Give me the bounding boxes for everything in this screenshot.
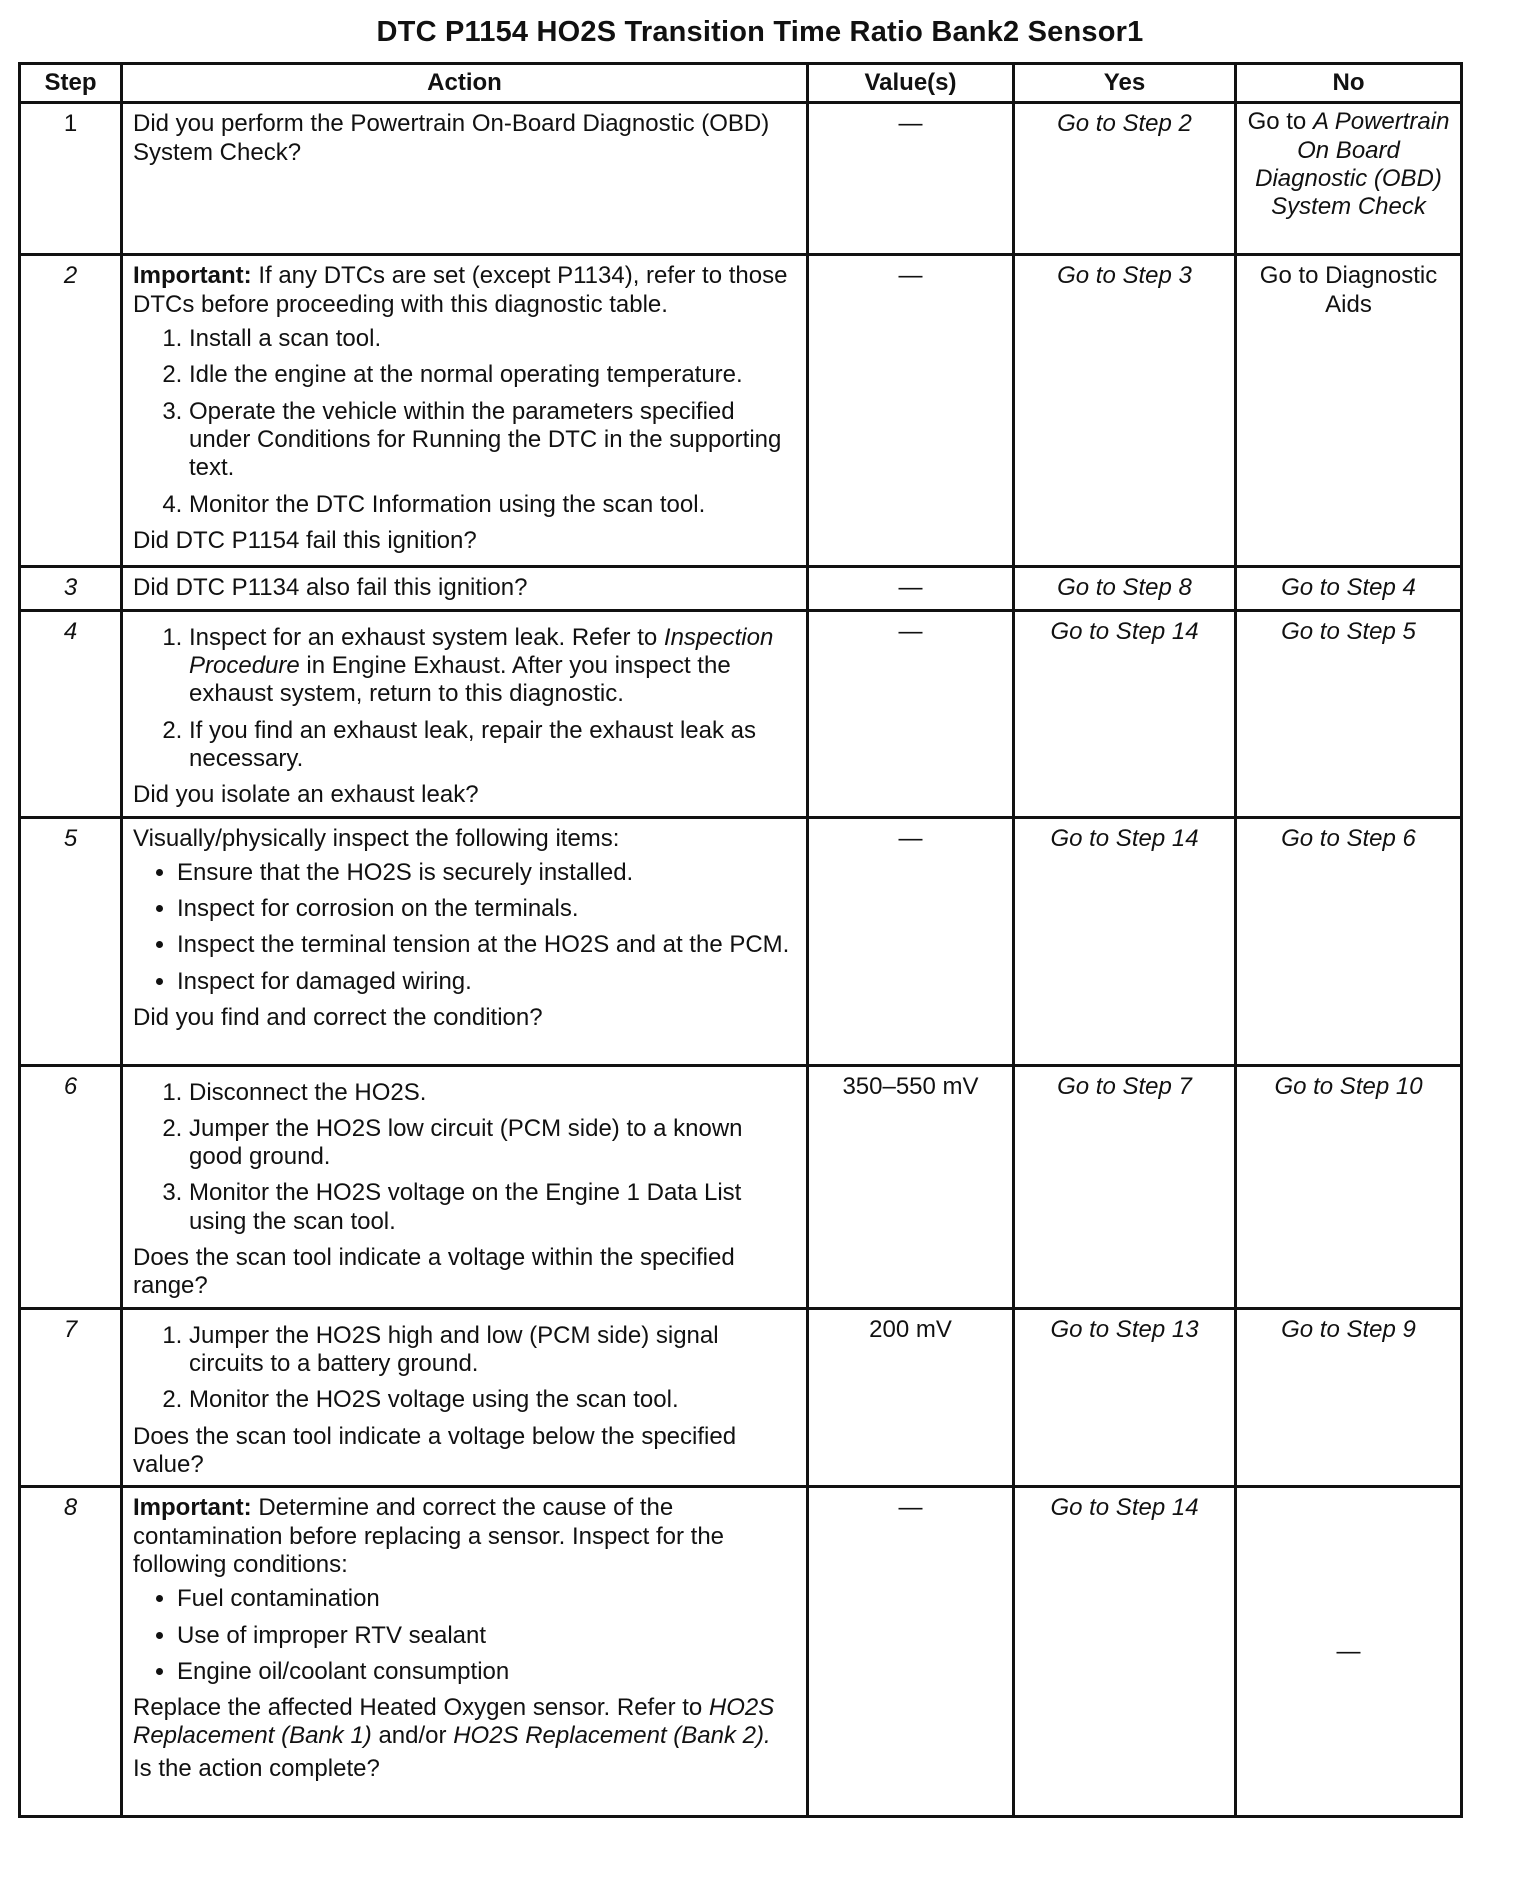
action-list <box>133 1322 796 1415</box>
no-cell: Go to Step 10 <box>1236 1065 1462 1308</box>
question-text: Is the action complete? <box>133 1754 380 1782</box>
action-cell <box>122 817 808 1065</box>
list-item: 2. Jumper the HO2S low circuit (PCM side) to a known good ground. <box>189 1115 796 1172</box>
action-text: Did DTC P1134 also fail this ignition? <box>133 574 528 602</box>
question-text: Did you isolate an exhaust leak? <box>133 781 479 809</box>
no-cell: Go to Step 4 <box>1236 567 1462 610</box>
list-item: 2. Monitor the HO2S voltage using the scan tool. <box>189 1386 796 1414</box>
yes-cell: Go to Step 14 <box>1014 610 1236 817</box>
bullet-list <box>133 859 796 996</box>
list-item: 2. Idle the engine at the normal operating temperature. <box>189 361 796 389</box>
value-cell: — <box>808 1487 1014 1817</box>
step-number: 8 <box>20 1487 122 1817</box>
yes-cell: Go to Step 14 <box>1014 817 1236 1065</box>
question-text: Does the scan tool indicate a voltage below the specified value? <box>133 1422 737 1478</box>
list-item: • Ensure that the HO2S is securely installed. <box>177 859 796 887</box>
action-list <box>133 325 796 519</box>
no-cell: — <box>1236 1487 1462 1817</box>
no-cell: Go to Step 9 <box>1236 1308 1462 1487</box>
list-item: • Fuel contamination <box>177 1585 796 1613</box>
action-list <box>133 1079 796 1237</box>
yes-cell: Go to Step 8 <box>1014 567 1236 610</box>
important-label: Important: <box>133 1494 252 1522</box>
step-number: 1 <box>20 103 122 255</box>
step-number: 5 <box>20 817 122 1065</box>
header-action: Action <box>122 64 808 103</box>
question-text: Did DTC P1154 fail this ignition? <box>133 526 477 554</box>
yes-cell: Go to Step 3 <box>1014 255 1236 567</box>
table-row <box>20 1487 1462 1817</box>
list-item: • Use of improper RTV sealant <box>177 1622 796 1650</box>
action-cell <box>122 1487 808 1817</box>
header-yes: Yes <box>1014 64 1236 103</box>
action-cell <box>122 567 808 610</box>
action-text: Did you perform the Powertrain On-Board Diagnostic (OBD) System Check? <box>133 110 770 166</box>
list-item: 3. Monitor the HO2S voltage on the Engine 1 Data List using the scan tool. <box>189 1179 796 1236</box>
value-cell: — <box>808 103 1014 255</box>
step-number: 3 <box>20 567 122 610</box>
intro-text: Visually/physically inspect the following items: <box>133 824 620 852</box>
table-header-row <box>20 64 1462 103</box>
value-cell: — <box>808 817 1014 1065</box>
step-number: 7 <box>20 1308 122 1487</box>
important-label: Important: <box>133 262 252 290</box>
value-cell: 200 mV <box>808 1308 1014 1487</box>
value-cell: — <box>808 255 1014 567</box>
action-cell <box>122 1065 808 1308</box>
no-cell: Go to Step 5 <box>1236 610 1462 817</box>
step-number: 6 <box>20 1065 122 1308</box>
bullet-list <box>133 1585 796 1686</box>
yes-cell: Go to Step 2 <box>1014 103 1236 255</box>
important-text: Determine and correct the cause of the contamination before replacing a sensor. Inspect for the following conditions: <box>133 1494 725 1578</box>
table-row <box>20 1065 1462 1308</box>
header-no: No <box>1236 64 1462 103</box>
yes-cell: Go to Step 7 <box>1014 1065 1236 1308</box>
list-item: 4. Monitor the DTC Information using the scan tool. <box>189 491 796 519</box>
step-number: 4 <box>20 610 122 817</box>
list-item: 1. Install a scan tool. <box>189 325 796 353</box>
list-item: 3. Operate the vehicle within the parameters specified under Conditions for Running the DTC in the supporting text. <box>189 398 796 483</box>
table-row <box>20 610 1462 817</box>
page-title: DTC P1154 HO2S Transition Time Ratio Bank2 Sensor1 <box>376 16 1144 48</box>
header-step: Step <box>20 64 122 103</box>
list-item: 2. If you find an exhaust leak, repair the exhaust leak as necessary. <box>189 717 796 774</box>
no-prefix: Go to <box>1247 108 1307 136</box>
table-row <box>20 817 1462 1065</box>
action-list <box>133 624 796 774</box>
value-cell: 350–550 mV <box>808 1065 1014 1308</box>
yes-cell: Go to Step 13 <box>1014 1308 1236 1487</box>
value-cell: — <box>808 610 1014 817</box>
list-item: • Inspect for damaged wiring. <box>177 968 796 996</box>
action-cell <box>122 103 808 255</box>
action-cell <box>122 610 808 817</box>
no-cell <box>1236 103 1462 255</box>
list-item: • Inspect for corrosion on the terminals. <box>177 895 796 923</box>
question-text: Does the scan tool indicate a voltage within the specified range? <box>133 1244 735 1300</box>
no-cell: Go to Step 6 <box>1236 817 1462 1065</box>
header-values: Value(s) <box>808 64 1014 103</box>
question-text: Did you find and correct the condition? <box>133 1004 543 1032</box>
action-cell <box>122 1308 808 1487</box>
important-text: If any DTCs are set (except P1134), refer to those DTCs before proceeding with this diagnostic table. <box>133 262 788 318</box>
table-row <box>20 1308 1462 1487</box>
action-cell <box>122 255 808 567</box>
list-item: • Inspect the terminal tension at the HO2S and at the PCM. <box>177 931 796 959</box>
no-italic-ref: A Powertrain On Board Diagnostic (OBD) System Check <box>1255 108 1450 221</box>
diagnostic-table <box>18 62 1463 1818</box>
value-cell: — <box>808 567 1014 610</box>
list-item: • Engine oil/coolant consumption <box>177 1658 796 1686</box>
replace-text: Replace the affected Heated Oxygen sensor. Refer to HO2S Replacement (Bank 1) and/or HO2S Replacement (Bank 2). <box>133 1694 775 1750</box>
table-row <box>20 103 1462 255</box>
table-row <box>20 255 1462 567</box>
list-item: 1. Jumper the HO2S high and low (PCM side) signal circuits to a battery ground. <box>189 1322 796 1379</box>
list-item: 1. Disconnect the HO2S. <box>189 1079 796 1107</box>
no-cell: Go to Diagnostic Aids <box>1236 255 1462 567</box>
table-row <box>20 567 1462 610</box>
step-number: 2 <box>20 255 122 567</box>
yes-cell: Go to Step 14 <box>1014 1487 1236 1817</box>
list-item: 1. Inspect for an exhaust system leak. Refer to Inspection Procedure in Engine Exhaust. After you inspect the exhaust system, return to this diagnostic. <box>189 624 796 709</box>
